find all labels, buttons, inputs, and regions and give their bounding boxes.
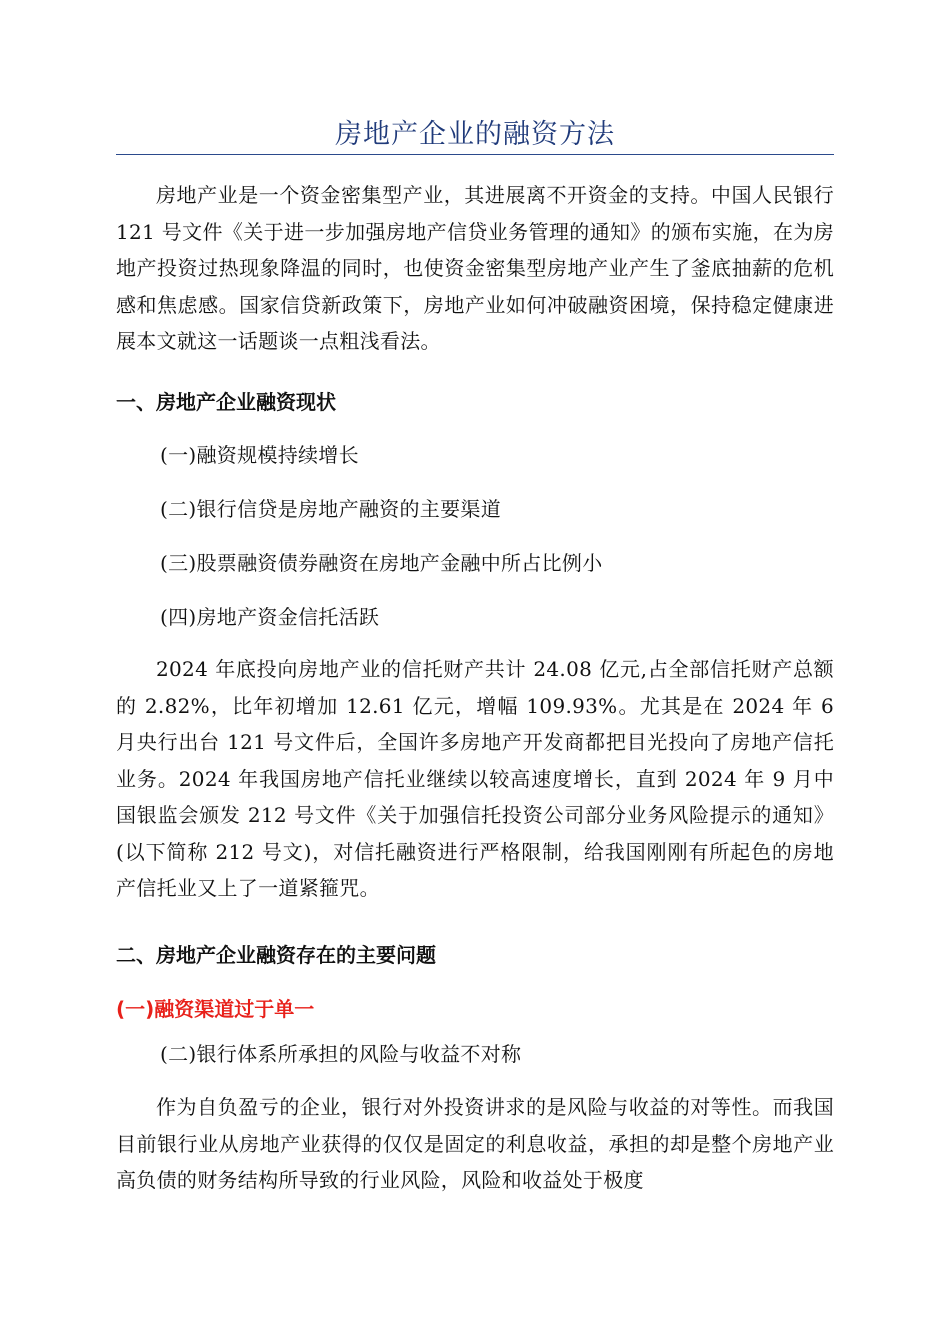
section-2-heading: 二、房地产企业融资存在的主要问题 [116, 943, 436, 967]
trust-paragraph: 2024 年底投向房地产业的信托财产共计 24.08 亿元,占全部信托财产总额的 2.82%，比年初增加 12.61 亿元，增幅 109.93%。尤其是在 2024 年 6 月央行出台 121 号文件后，全国许多房地产开发商都把目光投向了房地产信托业务。2024 年我国房地产信托业继续以较高速度增长，直到 2024 年 9 月中国银监会颁发 212 号文件《关于加强信托投资公司部分业务风险提示的通知》(以下简称 212 号文)，对信托融资进行严格限制，给我国刚刚有所起色的房地产信托业又上了一道紧箍咒。 [116, 657, 834, 900]
bank-risk-paragraph: 作为自负盈亏的企业，银行对外投资讲求的是风险与收益的对等性。而我国目前银行业从房地产业获得的仅仅是固定的利息收益，承担的却是整个房地产业高负债的财务结构所导致的行业风险，风险和收益处于极度 [116, 1095, 834, 1192]
intro-paragraph: 房地产业是一个资金密集型产业，其进展离不开资金的支持。中国人民银行 121 号文件《关于进一步加强房地产信贷业务管理的通知》的颁布实施，在为房地产投资过热现象降温的同时，也使资金密集型房地产业产生了釜底抽薪的危机感和焦虑感。国家信贷新政策下，房地产业如何冲破融资困境，保持稳定健康进展本文就这一话题谈一点粗浅看法。 [116, 183, 834, 353]
section-1-item-3: (三)股票融资债券融资在房地产金融中所占比例小 [160, 551, 603, 575]
section-2-item-1: (一)融资渠道过于单一 [116, 997, 315, 1021]
section-2-item-2: (二)银行体系所承担的风险与收益不对称 [160, 1042, 522, 1066]
document-title: 房地产企业的融资方法 [335, 119, 615, 150]
title-underline [116, 154, 834, 155]
section-1-heading: 一、房地产企业融资现状 [116, 390, 336, 414]
section-1-item-2: (二)银行信贷是房地产融资的主要渠道 [160, 497, 502, 521]
section-1-item-4: (四)房地产资金信托活跃 [160, 605, 380, 629]
section-1-item-1: (一)融资规模持续增长 [160, 443, 359, 467]
